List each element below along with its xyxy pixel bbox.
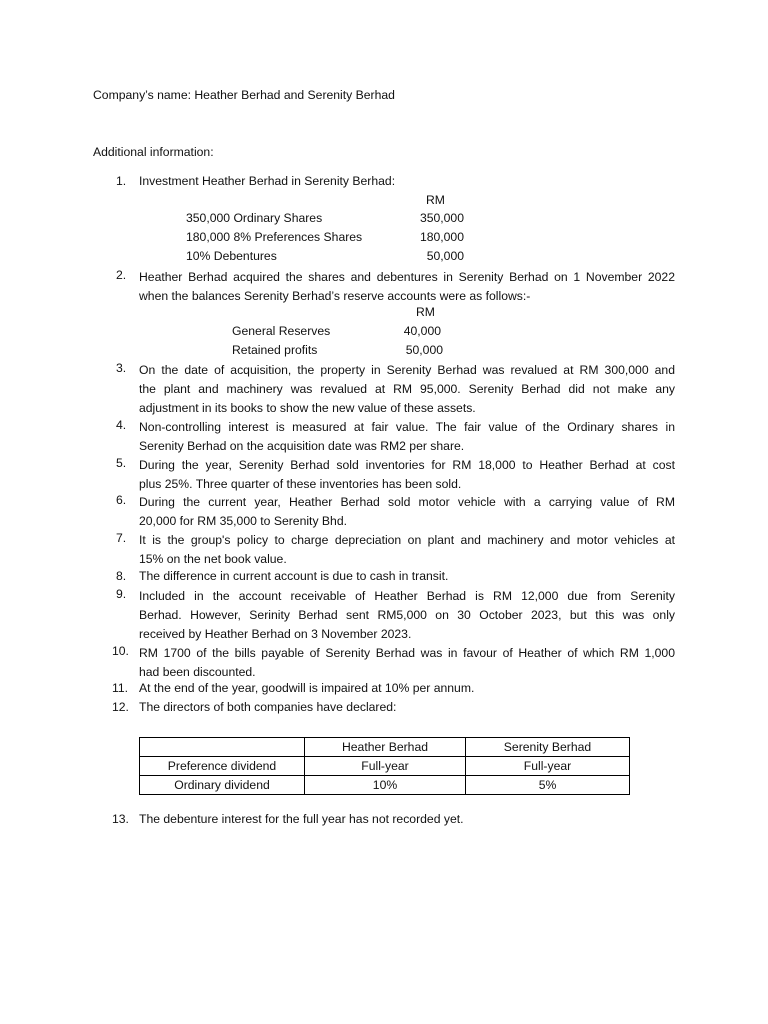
table-cell: Ordinary dividend bbox=[140, 776, 305, 795]
text-line: Non-controlling interest is measured at fair value. The fair value of the Ordinary shares in bbox=[139, 420, 675, 434]
item-number: 8. bbox=[116, 569, 127, 583]
item-text bbox=[139, 268, 675, 306]
item-text: At the end of the year, goodwill is impaired at 10% per annum. bbox=[139, 681, 475, 695]
text-line: the plant and machinery was revalued at RM 95,000. Serenity Berhad did not make any bbox=[139, 381, 675, 396]
reserve-value: 50,000 bbox=[405, 343, 443, 357]
table-cell: 5% bbox=[466, 776, 630, 795]
text-line: had been discounted. bbox=[139, 664, 256, 679]
item-number: 10. bbox=[112, 644, 129, 658]
text-line: RM 1700 of the bills payable of Serenity Berhad was in favour of Heather of which RM 1,000 bbox=[139, 646, 675, 660]
item-text: The difference in current account is due to cash in transit. bbox=[139, 569, 449, 583]
item-number: 9. bbox=[116, 587, 127, 601]
item-text bbox=[139, 531, 675, 569]
text-line: Berhad. However, Serinity Berhad sent RM5,000 on 30 October 2023, but this was only bbox=[139, 607, 675, 622]
item-number: 12. bbox=[112, 700, 129, 714]
investment-label: 180,000 8% Preferences Shares bbox=[186, 230, 363, 244]
item-text: The directors of both companies have declared: bbox=[139, 700, 397, 714]
table-cell: 10% bbox=[305, 776, 466, 795]
table-cell: Full-year bbox=[305, 757, 466, 776]
table-cell bbox=[140, 738, 305, 757]
item-number: 2. bbox=[116, 268, 127, 282]
text-line: 20,000 for RM 35,000 to Serenity Bhd. bbox=[139, 513, 347, 528]
investment-label: 350,000 Ordinary Shares bbox=[186, 211, 323, 225]
reserve-label: General Reserves bbox=[232, 324, 331, 338]
reserve-label: Retained profits bbox=[232, 343, 318, 357]
text-line: 15% on the net book value. bbox=[139, 551, 287, 566]
text-line: received by Heather Berhad on 3 November 2023. bbox=[139, 626, 412, 641]
investment-label: 10% Debentures bbox=[186, 249, 277, 263]
item-number: 11. bbox=[112, 681, 129, 695]
table-header-cell: Serenity Berhad bbox=[466, 738, 630, 757]
company-name-line: Company’s name: Heather Berhad and Serenity Berhad bbox=[93, 88, 395, 102]
table-cell: Full-year bbox=[466, 757, 630, 776]
table-row bbox=[140, 776, 630, 795]
investment-value: 180,000 bbox=[419, 230, 464, 244]
currency-header: RM bbox=[426, 193, 445, 207]
item-number: 13. bbox=[112, 812, 129, 826]
table-row bbox=[140, 757, 630, 776]
item-text bbox=[139, 493, 675, 531]
table-cell: Preference dividend bbox=[140, 757, 305, 776]
text-line: It is the group's policy to charge depreciation on plant and machinery and motor vehicles at bbox=[139, 533, 675, 547]
item-text bbox=[139, 456, 675, 494]
additional-info-heading: Additional information: bbox=[93, 145, 214, 159]
text-line: Serenity Berhad on the acquisition date was RM2 per share. bbox=[139, 438, 465, 453]
investment-value: 50,000 bbox=[426, 249, 464, 263]
currency-header: RM bbox=[416, 305, 435, 319]
text-line: On the date of acquisition, the property in Serenity Berhad was revalued at RM 300,000 and bbox=[139, 363, 675, 377]
text-line: adjustment in its books to show the new value of these assets. bbox=[139, 400, 476, 415]
text-line: Heather Berhad acquired the shares and debentures in Serenity Berhad on 1 November 2022 bbox=[139, 270, 675, 284]
item-text: The debenture interest for the full year has not recorded yet. bbox=[139, 812, 464, 826]
table-header-cell: Heather Berhad bbox=[305, 738, 466, 757]
text-line: During the current year, Heather Berhad sold motor vehicle with a carrying value of RM bbox=[139, 495, 675, 509]
item-number: 4. bbox=[116, 418, 127, 432]
text-line: Included in the account receivable of Heather Berhad is RM 12,000 due from Serenity bbox=[139, 589, 675, 603]
item-text: Investment Heather Berhad in Serenity Berhad: bbox=[139, 174, 396, 188]
item-number: 5. bbox=[116, 456, 127, 470]
text-line: During the year, Serenity Berhad sold inventories for RM 18,000 to Heather Berhad at cost bbox=[139, 458, 675, 472]
dividend-table bbox=[139, 737, 630, 795]
item-number: 3. bbox=[116, 361, 127, 375]
item-text bbox=[139, 644, 675, 682]
item-text bbox=[139, 587, 675, 643]
text-line: when the balances Serenity Berhad’s reserve accounts were as follows:- bbox=[139, 288, 531, 303]
investment-value: 350,000 bbox=[419, 211, 464, 225]
item-text bbox=[139, 418, 675, 456]
item-text bbox=[139, 361, 675, 417]
item-number: 6. bbox=[116, 493, 127, 507]
table-header-row bbox=[140, 738, 630, 757]
item-number: 7. bbox=[116, 531, 127, 545]
reserve-value: 40,000 bbox=[403, 324, 441, 338]
text-line: plus 25%. Three quarter of these inventories has been sold. bbox=[139, 476, 462, 491]
item-number: 1. bbox=[116, 174, 127, 188]
